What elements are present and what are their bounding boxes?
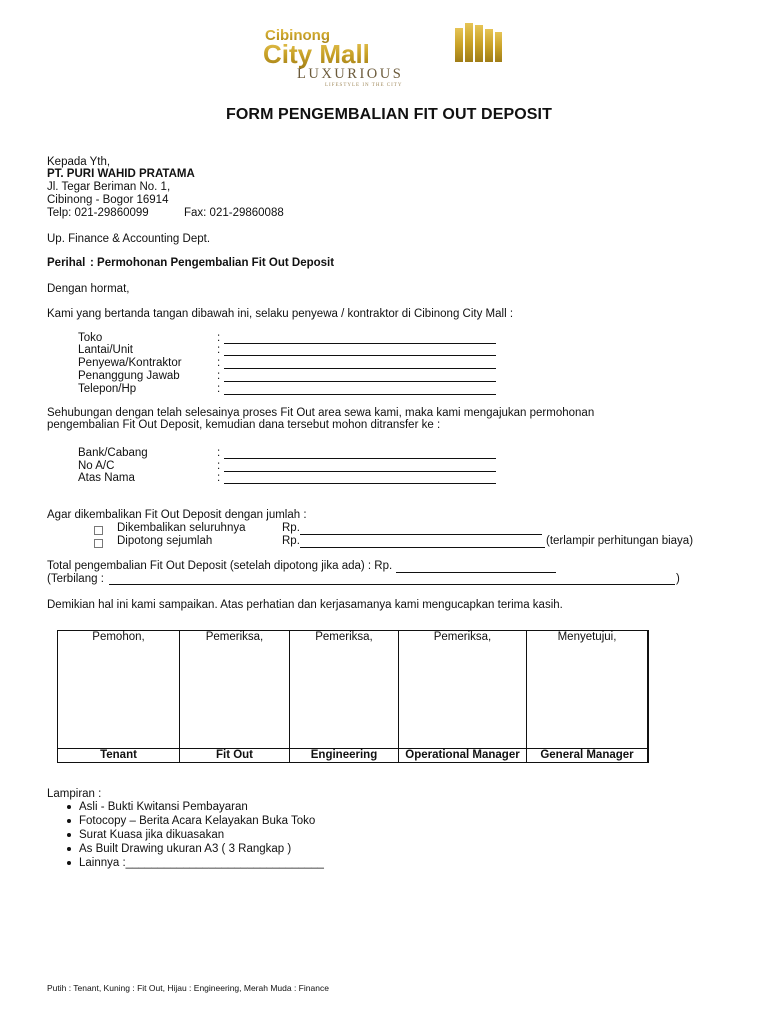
address-line-2: Cibinong - Bogor 16914 bbox=[47, 194, 169, 206]
intro-text: Kami yang bertanda tangan dibawah ini, selaku penyewa / kontraktor di Cibinong City Mall : bbox=[47, 308, 514, 320]
attachment-item-other[interactable]: Lainnya :_______________________________ bbox=[79, 857, 324, 869]
field-colon: : bbox=[217, 472, 221, 484]
attachment-item: Asli - Bukti Kwitansi Pembayaran bbox=[79, 801, 248, 813]
field-colon: : bbox=[217, 370, 221, 382]
field-colon: : bbox=[217, 447, 221, 459]
field-label-telepon: Telepon/Hp bbox=[78, 383, 137, 395]
total-label: Total pengembalian Fit Out Deposit (setelah dipotong jika ada) : Rp. bbox=[47, 560, 393, 572]
signature-role: Fit Out bbox=[215, 749, 254, 761]
svg-text:Cibinong: Cibinong bbox=[265, 27, 330, 44]
address-line-1: Jl. Tegar Beriman No. 1, bbox=[47, 181, 171, 193]
svg-text:LUXURIOUS: LUXURIOUS bbox=[297, 66, 404, 82]
signature-table bbox=[57, 630, 649, 763]
terbilang-label: (Terbilang : bbox=[47, 573, 104, 585]
checkbox-deducted[interactable] bbox=[94, 539, 103, 548]
option-deducted-label: Dipotong sejumlah bbox=[117, 535, 213, 547]
signature-role: Engineering bbox=[310, 749, 378, 761]
total-amount-input[interactable] bbox=[396, 572, 556, 573]
field-input-account-number[interactable] bbox=[224, 471, 496, 472]
svg-text:LIFESTYLE IN THE CITY: LIFESTYLE IN THE CITY bbox=[325, 83, 403, 88]
bullet-icon bbox=[67, 819, 71, 823]
amount-input-full[interactable] bbox=[300, 534, 542, 535]
company-name: PT. PURI WAHID PRATAMA bbox=[47, 168, 195, 180]
bullet-icon bbox=[67, 847, 71, 851]
paragraph-line-2: pengembalian Fit Out Deposit, kemudian dana tersebut mohon ditransfer ke : bbox=[47, 419, 441, 431]
field-colon: : bbox=[217, 332, 221, 344]
signature-cell-fit-out[interactable] bbox=[180, 631, 290, 762]
field-label-penyewa: Penyewa/Kontraktor bbox=[78, 357, 182, 369]
attachment-item: Fotocopy – Berita Acara Kelayakan Buka Toko bbox=[79, 815, 316, 827]
amount-intro: Agar dikembalikan Fit Out Deposit dengan jumlah : bbox=[47, 509, 307, 521]
phone-number: Telp: 021-29860099 bbox=[47, 207, 149, 219]
field-input-account-name[interactable] bbox=[224, 483, 496, 484]
footer-copy-colors: Putih : Tenant, Kuning : Fit Out, Hijau : Engineering, Merah Muda : Finance bbox=[47, 983, 329, 993]
greeting: Kepada Yth, bbox=[47, 156, 111, 168]
field-colon: : bbox=[217, 357, 221, 369]
field-colon: : bbox=[217, 460, 221, 472]
checkbox-full-refund[interactable] bbox=[94, 526, 103, 535]
terbilang-input[interactable] bbox=[109, 584, 675, 585]
field-label-account-name: Atas Nama bbox=[78, 472, 135, 484]
signature-role: General Manager bbox=[540, 749, 634, 761]
building-icon bbox=[455, 23, 502, 62]
signature-divider bbox=[58, 748, 648, 749]
field-input-lantai[interactable] bbox=[224, 355, 496, 356]
deduction-note: (terlampir perhitungan biaya) bbox=[546, 535, 694, 547]
field-input-penanggung-jawab[interactable] bbox=[224, 381, 496, 382]
signature-heading: Pemeriksa, bbox=[205, 631, 264, 643]
rp-label: Rp. bbox=[282, 522, 300, 534]
signature-cell-tenant[interactable] bbox=[58, 631, 180, 762]
attachment-item: As Built Drawing ukuran A3 ( 3 Rangkap ) bbox=[79, 843, 292, 855]
field-label-lantai: Lantai/Unit bbox=[78, 344, 133, 356]
signature-cell-operational-manager[interactable] bbox=[399, 631, 527, 762]
signature-heading: Pemeriksa, bbox=[315, 631, 373, 643]
bullet-icon bbox=[67, 861, 71, 865]
field-input-bank[interactable] bbox=[224, 458, 496, 459]
bullet-icon bbox=[67, 833, 71, 837]
signature-cell-engineering[interactable] bbox=[290, 631, 399, 762]
field-label-account-number: No A/C bbox=[78, 460, 115, 472]
signature-heading: Pemohon, bbox=[92, 631, 145, 643]
svg-text:City Mall: City Mall bbox=[263, 39, 370, 69]
field-label-bank: Bank/Cabang bbox=[78, 447, 148, 459]
terbilang-close: ) bbox=[676, 573, 680, 585]
field-input-telepon[interactable] bbox=[224, 394, 496, 395]
field-input-toko[interactable] bbox=[224, 343, 496, 344]
signature-cell-general-manager[interactable] bbox=[527, 631, 648, 762]
field-colon: : bbox=[217, 383, 221, 395]
attachment-item: Surat Kuasa jika dikuasakan bbox=[79, 829, 225, 841]
rp-label: Rp. bbox=[282, 535, 300, 547]
field-label-penanggung-jawab: Penanggung Jawab bbox=[78, 370, 180, 382]
amount-input-deducted[interactable] bbox=[300, 547, 545, 548]
subject-label: Perihal bbox=[47, 257, 86, 269]
form-title: FORM PENGEMBALIAN FIT OUT DEPOSIT bbox=[226, 106, 552, 123]
closing-text: Demikian hal ini kami sampaikan. Atas perhatian dan kerjasamanya kami mengucapkan terima kasih. bbox=[47, 599, 563, 611]
signature-heading: Pemeriksa, bbox=[433, 631, 492, 643]
field-colon: : bbox=[217, 344, 221, 356]
attachments-label: Lampiran : bbox=[47, 788, 102, 800]
signature-role: Tenant bbox=[100, 749, 137, 761]
paragraph-line-1: Sehubungan dengan telah selesainya proses Fit Out area sewa kami, maka kami mengajukan permohonan bbox=[47, 407, 595, 419]
salutation: Dengan hormat, bbox=[47, 283, 130, 295]
city-mall-logo bbox=[255, 18, 510, 90]
bullet-icon bbox=[67, 805, 71, 809]
signature-role: Operational Manager bbox=[405, 749, 520, 761]
field-label-toko: Toko bbox=[78, 332, 103, 344]
signature-heading: Menyetujui, bbox=[557, 631, 617, 643]
fax-number: Fax: 021-29860088 bbox=[184, 207, 284, 219]
field-input-penyewa[interactable] bbox=[224, 368, 496, 369]
subject-text: : Permohonan Pengembalian Fit Out Deposit bbox=[90, 257, 335, 269]
option-full-refund-label: Dikembalikan seluruhnya bbox=[117, 522, 246, 534]
attention-line: Up. Finance & Accounting Dept. bbox=[47, 233, 211, 245]
